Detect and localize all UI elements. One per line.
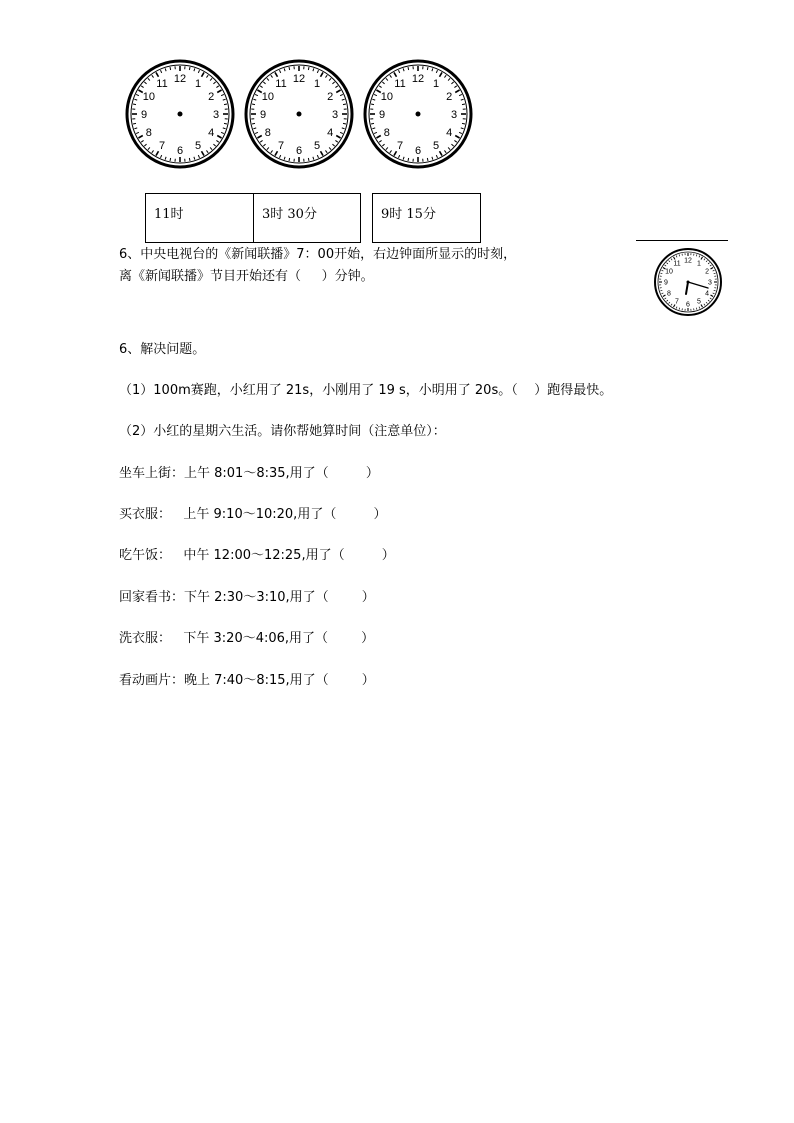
clock-numeral: 1 xyxy=(697,260,701,268)
answer-box-2-text: 3时 30分 xyxy=(262,207,317,222)
minute-tick xyxy=(371,104,374,105)
clock-numeral: 5 xyxy=(697,298,701,306)
minute-tick xyxy=(224,104,227,105)
minute-tick xyxy=(133,123,136,124)
minute-tick xyxy=(133,104,136,105)
small-clock-with-hands xyxy=(653,247,723,317)
clock-numeral: 9 xyxy=(140,108,148,121)
clock-numeral: 6 xyxy=(176,144,184,157)
clock-numeral: 4 xyxy=(327,126,334,139)
clock-numeral: 8 xyxy=(383,126,390,139)
clock-numeral: 7 xyxy=(158,140,166,153)
minute-tick xyxy=(462,123,465,124)
solve-part-1: （1）100m赛跑，小红用了 21s，小刚用了 19 s，小明用了 20s。（ ）跑得最快。 xyxy=(119,383,613,398)
clock-numeral: 4 xyxy=(705,290,710,298)
solve-heading: 6、解决问题。 xyxy=(119,342,206,357)
minute-tick xyxy=(408,67,409,70)
minute-tick xyxy=(308,158,309,161)
clock-numeral: 11 xyxy=(673,260,681,268)
clock-numeral: 10 xyxy=(261,90,274,103)
question-tv-line-2: 离《新闻联播》节目开始还有（ ）分钟。 xyxy=(119,269,374,284)
answer-box-group-right xyxy=(372,193,481,243)
clock-center-dot xyxy=(297,112,302,117)
minute-tick xyxy=(371,123,374,124)
clock-numeral: 10 xyxy=(380,90,393,103)
clock-numeral: 5 xyxy=(194,140,202,153)
clock-numeral: 7 xyxy=(396,140,404,153)
activity-laundry: 洗衣服： 下午 3:20～4:06,用了（ ） xyxy=(119,631,375,646)
clock-numeral: 2 xyxy=(327,90,334,103)
clock-numeral: 8 xyxy=(264,126,271,139)
clock-numeral: 2 xyxy=(208,90,215,103)
answer-box-3 xyxy=(373,194,480,242)
answer-box-3-text: 9时 15分 xyxy=(381,207,436,222)
clock-numeral: 3 xyxy=(708,279,712,287)
clock-center-dot xyxy=(416,112,421,117)
clock-numeral: 12 xyxy=(292,72,306,85)
clock-numeral: 4 xyxy=(446,126,453,139)
activity-lunch: 吃午饭： 中午 12:00～12:25,用了（ ） xyxy=(119,548,395,563)
minute-tick xyxy=(289,67,290,70)
clock-numeral: 3 xyxy=(450,108,458,121)
clock-numeral: 11 xyxy=(156,77,168,90)
clock-center-dot xyxy=(178,112,183,117)
clock-numeral: 11 xyxy=(394,77,406,90)
clock-numeral: 5 xyxy=(313,140,321,153)
minute-tick xyxy=(170,158,171,161)
minute-tick xyxy=(189,158,190,161)
clock-numeral: 6 xyxy=(686,301,690,309)
clock-numeral: 1 xyxy=(432,77,440,90)
answer-box-1-text: 11时 xyxy=(154,207,184,222)
clock-numeral: 8 xyxy=(666,290,671,298)
clock-numeral: 12 xyxy=(411,72,425,85)
minute-tick xyxy=(189,67,190,70)
minute-tick xyxy=(289,158,290,161)
clock-numeral: 9 xyxy=(259,108,267,121)
clock-numeral: 6 xyxy=(414,144,422,157)
clock-numeral: 5 xyxy=(432,140,440,153)
minute-tick xyxy=(462,104,465,105)
clock-numeral: 11 xyxy=(275,77,287,90)
clock-numeral: 3 xyxy=(331,108,339,121)
minute-tick xyxy=(170,67,171,70)
clock-numeral: 2 xyxy=(446,90,453,103)
clock-numeral: 6 xyxy=(295,144,303,157)
activity-cartoon: 看动画片：晚上 7:40～8:15,用了（ ） xyxy=(119,673,375,688)
solve-part-2: （2）小红的星期六生活。请你帮她算时间（注意单位）： xyxy=(119,424,446,439)
clock-numeral: 2 xyxy=(705,268,710,276)
blank-clock-face-1 xyxy=(124,58,236,170)
clock-numeral: 10 xyxy=(142,90,155,103)
clock-numeral: 1 xyxy=(313,77,321,90)
minute-tick xyxy=(408,158,409,161)
minute-tick xyxy=(252,104,255,105)
clock-numeral: 7 xyxy=(277,140,285,153)
clock-numeral: 9 xyxy=(378,108,386,121)
clock-numeral: 8 xyxy=(145,126,152,139)
minute-tick xyxy=(224,123,227,124)
activity-buy-clothes: 买衣服： 上午 9:10～10:20,用了（ ） xyxy=(119,507,387,522)
answer-box-1 xyxy=(146,194,254,242)
clock-numeral: 3 xyxy=(212,108,220,121)
minute-tick xyxy=(343,104,346,105)
clock-numeral: 1 xyxy=(194,77,202,90)
minute-tick xyxy=(308,67,309,70)
clock-numeral: 12 xyxy=(684,257,692,265)
minute-tick xyxy=(427,158,428,161)
clock-numeral: 4 xyxy=(208,126,215,139)
answer-box-group-left xyxy=(145,193,361,243)
clock-numeral: 12 xyxy=(173,72,187,85)
blank-clock-face-3 xyxy=(362,58,474,170)
question-tv-line-1: 6、中央电视台的《新闻联播》7：00开始，右边钟面所显示的时刻， xyxy=(119,247,517,262)
clock-numeral: 7 xyxy=(675,298,679,306)
blank-clock-face-2 xyxy=(243,58,355,170)
clock-numeral: 9 xyxy=(664,279,668,287)
minute-tick xyxy=(252,123,255,124)
divider-line xyxy=(636,240,728,241)
minute-tick xyxy=(427,67,428,70)
minute-tick xyxy=(343,123,346,124)
answer-box-2 xyxy=(254,194,362,242)
clock-numeral: 10 xyxy=(665,268,673,276)
activity-read-book: 回家看书：下午 2:30～3:10,用了（ ） xyxy=(119,590,375,605)
activity-ride-bus: 坐车上街：上午 8:01～8:35,用了（ ） xyxy=(119,466,379,481)
